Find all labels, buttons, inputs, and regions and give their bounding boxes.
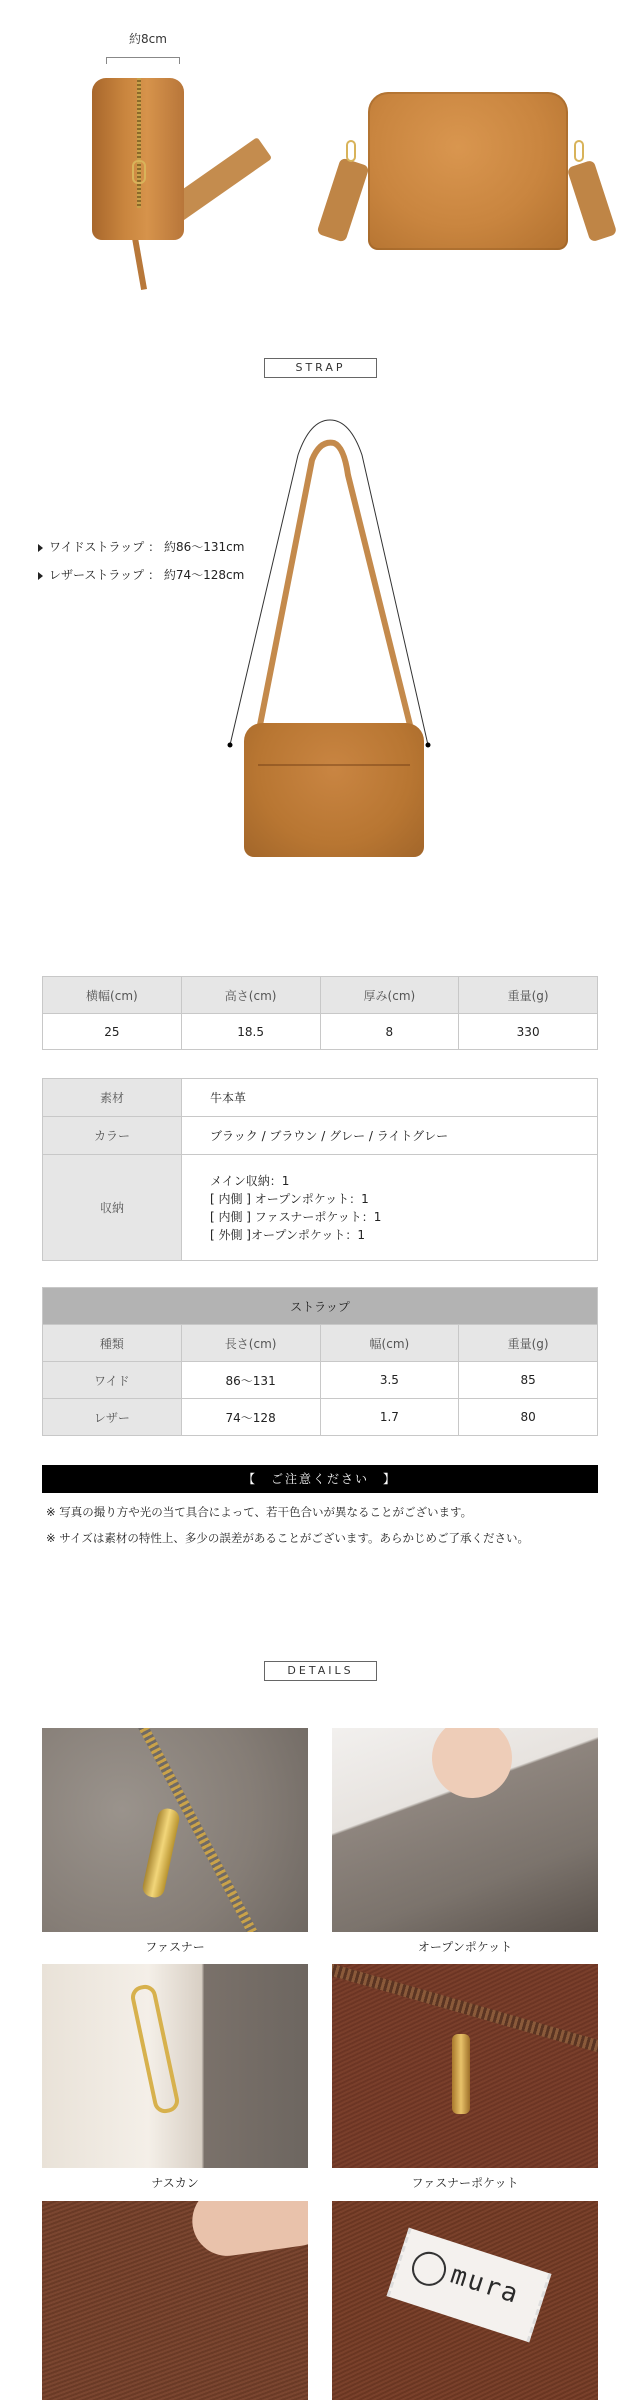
strap-type: レザー [43, 1399, 182, 1436]
brand-logo-icon [408, 2247, 451, 2290]
strap-length: 74〜128 [181, 1399, 320, 1436]
detail-caption: ファスナーポケット [411, 2176, 519, 2190]
detail-caption: ファスナー [145, 1940, 205, 1954]
strap-weight: 80 [459, 1399, 598, 1436]
storage-line: メイン収納：1 [210, 1173, 290, 1188]
detail-caption: オープンポケット [417, 1940, 513, 1954]
product-info-table [42, 1078, 598, 1261]
brand-tag-text: mura [446, 2259, 524, 2311]
zipper-shape [137, 78, 141, 208]
hook-shape [132, 160, 146, 184]
size-header: 横幅(cm) [43, 977, 182, 1014]
table-row [43, 1362, 598, 1399]
pocket-zipper-pull-shape [452, 2034, 470, 2114]
hook-right-shape [574, 140, 584, 162]
color-value: ブラック / ブラウン / グレー / ライトグレー [182, 1117, 598, 1155]
strap-header: 幅(cm) [320, 1325, 459, 1362]
size-value: 8 [320, 1014, 459, 1050]
finger-shape [188, 2201, 308, 2260]
details-section-title: DETAILS [264, 1661, 377, 1681]
storage-value [182, 1155, 598, 1261]
depth-dimension-bracket [106, 57, 180, 64]
strap-header: 長さ(cm) [181, 1325, 320, 1362]
zipper-teeth-shape [132, 1728, 263, 1932]
size-table [42, 976, 598, 1050]
strap-header: 種類 [43, 1325, 182, 1362]
brand-tag [387, 2228, 552, 2343]
detail-photo-lining [42, 2201, 308, 2400]
strap-spec-label: レザーストラップ [49, 568, 145, 582]
detail-caption: ナスカン [151, 2176, 199, 2190]
size-value: 18.5 [181, 1014, 320, 1050]
strap-spec-separator: ： [148, 540, 161, 554]
detail-photo-zipper [42, 1728, 308, 1932]
size-header: 厚み(cm) [320, 977, 459, 1014]
bag-hanging-photo [244, 723, 424, 857]
hand-shape [417, 1728, 526, 1813]
bag-back-body [368, 92, 568, 250]
snap-hook-shape [129, 1983, 181, 2116]
size-header: 重量(g) [459, 977, 598, 1014]
detail-photo-open-pocket [332, 1728, 598, 1932]
caution-note: ※ 写真の撮り方や光の当て具合によって、若干色合いが異なることがございます。 [46, 1505, 473, 1519]
strap-length: 86〜131 [181, 1362, 320, 1399]
hook-left-shape [346, 140, 356, 162]
strap-spec-wide [38, 538, 244, 555]
detail-photo-snap-hook [42, 1964, 308, 2168]
strap-weight: 85 [459, 1362, 598, 1399]
detail-photo-zipper-pocket [332, 1964, 598, 2168]
strap-right-shape [567, 160, 618, 243]
strap-spec-separator: ： [148, 568, 161, 582]
material-label: 素材 [43, 1079, 182, 1117]
strap-spec-leather [38, 566, 244, 583]
strap-table [42, 1287, 598, 1436]
triangle-bullet-icon [38, 544, 43, 552]
size-value: 330 [459, 1014, 598, 1050]
depth-dimension-label: 約8cm [129, 32, 167, 46]
strap-width: 1.7 [320, 1399, 459, 1436]
caution-note: ※ サイズは素材の特性上、多少の誤差があることがございます。あらかじめご了承ください。 [46, 1531, 529, 1545]
color-label: カラー [43, 1117, 182, 1155]
strap-spec-value: 約74〜128cm [163, 568, 245, 582]
triangle-bullet-icon [38, 572, 43, 580]
strap-section-title: STRAP [264, 358, 377, 378]
storage-line: [ 内側 ] ファスナーポケット：1 [210, 1209, 382, 1224]
size-header: 高さ(cm) [181, 977, 320, 1014]
table-row [43, 1399, 598, 1436]
storage-line: [ 内側 ] オープンポケット：1 [210, 1191, 369, 1206]
material-value: 牛本革 [182, 1079, 598, 1117]
strap-header: 重量(g) [459, 1325, 598, 1362]
zipper-pull-shape [141, 1807, 181, 1900]
strap-width: 3.5 [320, 1362, 459, 1399]
caution-heading: 【 ご注意ください 】 [42, 1465, 598, 1493]
strap-spec-value: 約86〜131cm [163, 540, 245, 554]
strap-length-measure-diagram [220, 415, 440, 755]
size-value: 25 [43, 1014, 182, 1050]
strap-spec-label: ワイドストラップ [49, 540, 145, 554]
detail-photo-brand-label [332, 2201, 598, 2400]
bag-pocket-seam [258, 764, 410, 766]
strap-table-title: ストラップ [43, 1288, 598, 1325]
strap-type: ワイド [43, 1362, 182, 1399]
storage-line: [ 外側 ]オープンポケット：1 [210, 1227, 365, 1242]
strap-left-shape [316, 157, 369, 242]
storage-label: 収納 [43, 1155, 182, 1261]
